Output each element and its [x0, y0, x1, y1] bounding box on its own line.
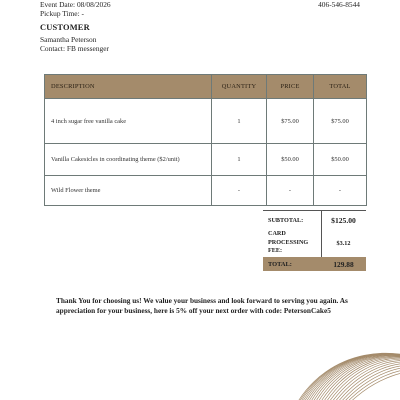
cell-quantity: 1 [212, 99, 267, 144]
ornament-curve [267, 331, 400, 400]
customer-contact: Contact: FB messenger [40, 44, 109, 53]
cell-price: $50.00 [267, 144, 314, 176]
customer-heading: CUSTOMER [40, 23, 90, 32]
cell-total: $75.00 [314, 99, 367, 144]
col-header-total: TOTAL [314, 75, 367, 99]
subtotal-value: $125.00 [331, 215, 356, 225]
total-value: 129.88 [333, 259, 354, 269]
phone-number: 406-546-8544 [318, 0, 360, 9]
subtotal-label: SUBTOTAL: [268, 216, 304, 224]
col-header-price: PRICE [267, 75, 314, 99]
cell-total: - [314, 176, 367, 206]
thank-you-message: Thank You for choosing us! We value your business and look forward to serving you again. As appreciation for your business, here is 5% off your next order with code: PetersonCake5 [56, 296, 348, 316]
col-header-quantity: QUANTITY [212, 75, 267, 99]
pickup-time: Pickup Time: - [40, 9, 84, 18]
ornament-curve [282, 341, 400, 400]
cell-description: Vanilla Cakesicles in coordinating theme ($2/unit) [45, 144, 212, 176]
cell-quantity: - [212, 176, 267, 206]
total-label: TOTAL: [268, 260, 292, 268]
ornament-curve [255, 322, 400, 400]
ornament-curve [279, 339, 400, 400]
cell-price: - [267, 176, 314, 206]
cell-price: $75.00 [267, 99, 314, 144]
cell-total: $50.00 [314, 144, 367, 176]
cell-description: 4 inch sugar free vanilla cake [45, 99, 212, 144]
col-header-description: DESCRIPTION [45, 75, 212, 99]
event-date: Event Date: 08/08/2026 [40, 0, 111, 9]
card-fee-label: CARD PROCESSING FEE: [268, 230, 309, 255]
customer-name: Samantha Peterson [40, 35, 97, 44]
card-fee-value: $3.12 [336, 239, 351, 247]
cell-description: Wild Flower theme [45, 176, 212, 206]
cell-quantity: 1 [212, 144, 267, 176]
